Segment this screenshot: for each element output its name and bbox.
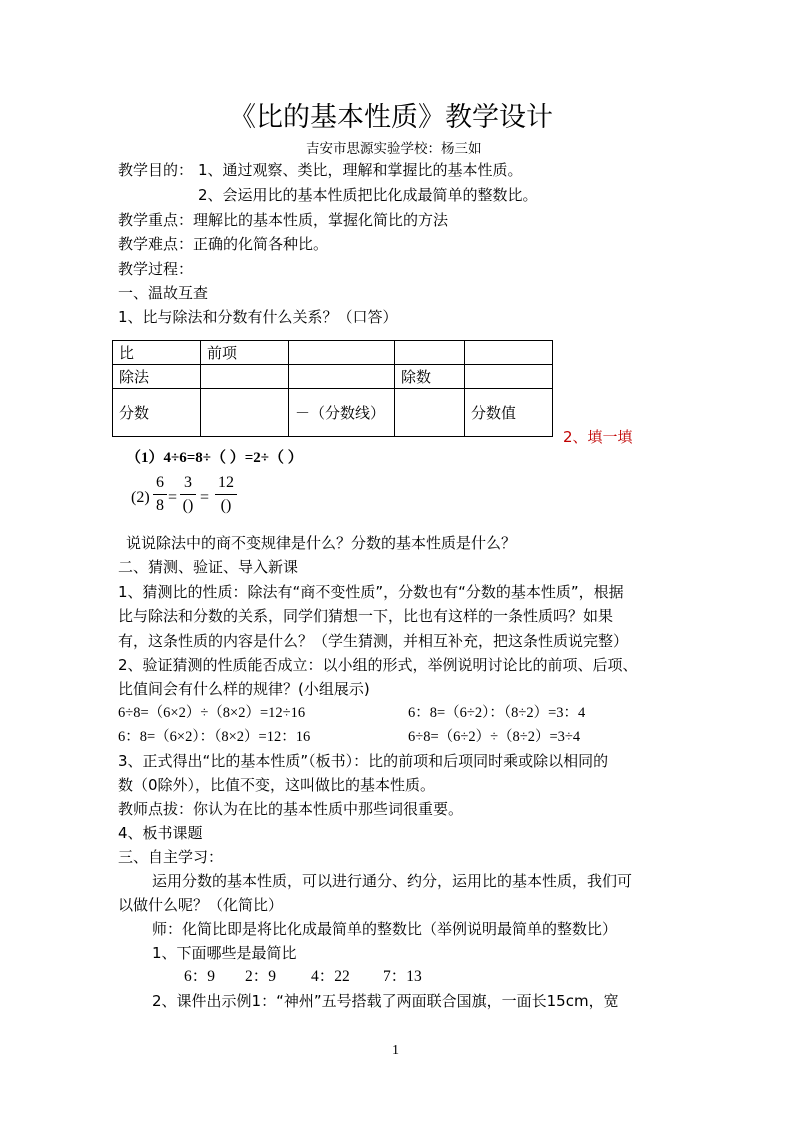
process-heading: 教学过程： [118,260,194,278]
ratio-item: 4：22 [311,968,350,985]
fraction-12-blank [215,473,237,516]
section3-q1: 1、下面哪些是最简比 [152,944,297,962]
section3-p1-line1: 运用分数的基本性质，可以进行通分、约分，运用比的基本性质，我们可 [152,872,633,890]
table-cell [465,341,553,365]
section2-p4: 4、板书课题 [118,824,203,842]
table-cell: 分数 [113,389,201,437]
table-cell: 比 [113,341,201,365]
table-cell: 除法 [113,365,201,389]
fraction-bar [153,494,167,495]
table-cell [395,389,465,437]
key-point: 教学重点：理解比的基本性质，掌握化简比的方法 [118,211,449,229]
section3-p1-line2: 以做什么呢？（化简比） [118,896,284,914]
page-number: 1 [392,1043,399,1058]
section2-p1-line1: 1、猜测比的性质：除法有“商不变性质”，分数也有“分数的基本性质”，根据 [118,583,624,601]
fraction-bar [180,494,196,495]
table-cell: 除数 [395,365,465,389]
fraction-numerator: 6 [156,474,164,491]
relation-table [112,340,553,437]
equation-2-label: (2) [131,489,150,506]
example-1-right: 6：8=（6÷2）：（8÷2）=3：4 [408,705,586,721]
ratio-item: 6：9 [184,968,216,985]
discussion-question: 说说除法中的商不变规律是什么？分数的基本性质是什么？ [126,534,517,552]
equals-sign: = [168,489,178,506]
table-cell [289,341,395,365]
section3-p2: 师：化简比即是将比化成最简单的整数比（举例说明最简单的整数比） [152,920,618,938]
table-cell [395,341,465,365]
objectives-label: 教学目的： [118,161,194,179]
section2-p2-line2: 比值间会有什么样的规律？(小组展示) [118,680,370,698]
table-cell: 分数值 [465,389,553,437]
table-cell [465,365,553,389]
section3-q2: 2、课件出示例1：“神州”五号搭载了两面联合国旗，一面长15cm，宽 [152,992,619,1010]
table-row [113,389,553,437]
doc-title: 《比的基本性质》教学设计 [229,102,553,133]
objective-2: 2、会运用比的基本性质把比化成最简单的整数比。 [198,186,538,204]
fraction-numerator: 3 [184,474,192,491]
section3-heading: 三、自主学习： [118,848,224,866]
fraction-denominator: () [182,497,194,514]
section2-p2-line1: 2、验证猜测的性质能否成立：以小组的形式，举例说明讨论比的前项、后项、 [118,656,638,674]
teacher-note: 教师点拔：你认为在比的基本性质中那些词很重要。 [118,800,464,818]
example-2-left: 6：8=（6×2）：（8×2）=12：16 [118,729,311,745]
table-cell [201,389,289,437]
fraction-3-blank [180,473,196,516]
section1-heading: 一、温故互查 [118,284,209,302]
table-cell [289,365,395,389]
author-line: 吉安市思源实验学校：杨三如 [306,141,482,157]
table-row [113,341,553,365]
section1-question1: 1、比与除法和分数有什么关系？（口答） [118,308,398,326]
section2-p1-line3: 有，这条性质的内容是什么？（学生猜测，并相互补充，把这条性质说完整） [118,632,629,650]
ratio-item: 7：13 [383,968,422,985]
fraction-6-8 [153,473,167,516]
fraction-denominator: 8 [156,497,164,514]
example-2-right: 6÷8=（6÷2）÷（8÷2）=3÷4 [408,729,581,745]
fraction-denominator: () [220,497,232,514]
objective-1: 1、通过观察、类比，理解和掌握比的基本性质。 [198,161,523,179]
section2-p3-line1: 3、正式得出“比的基本性质”（板书）：比的前项和后项同时乘或除以相同的 [118,752,609,770]
table-cell: －（分数线） [289,389,395,437]
fill-in-label: 2、填一填 [563,428,633,446]
table-cell: 前项 [201,341,289,365]
equals-sign: = [200,489,210,506]
ratio-item: 2：9 [245,968,277,985]
example-1-left: 6÷8=（6×2）÷（8×2）=12÷16 [118,705,306,721]
table-row [113,365,553,389]
fraction-bar [215,494,237,495]
equation-1: （1）4÷6=8÷（ ）=2÷（ ） [126,450,303,466]
fraction-numerator: 12 [218,474,234,491]
difficulty: 教学难点：正确的化简各种比。 [118,235,329,253]
section2-p3-line2: 数（0除外），比值不变，这叫做比的基本性质。 [118,776,436,794]
section2-p1-line2: 比与除法和分数的关系，同学们猜想一下，比也有这样的一条性质吗？如果 [118,607,614,625]
table-cell [201,365,289,389]
section2-heading: 二、猜测、验证、导入新课 [118,558,299,576]
